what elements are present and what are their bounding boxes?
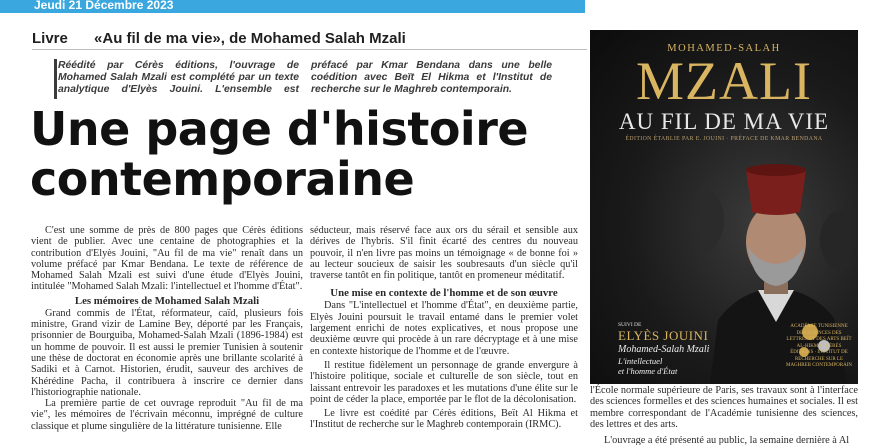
section-label: Livre — [32, 30, 68, 47]
cover-suivi-de: SUIVI DE — [618, 322, 642, 328]
cover-publishers: ACADÉMIE TUNISIENNE DES SCIENCES DES LETTRES ET DES ARTS BEÏT AL-HIKMA · CÉRÈS ÉDITIONS · INSTITUT DE RECHERCHE SUR LE MAGHREB CONTEMPORAIN — [786, 324, 852, 368]
paragraph: Dans "L'intellectuel et l'homme d'État", en deuxième partie, Elyès Jouini poursuit le travail entamé dans le premier volet largement enrichi de notes explicatives, et nous propose une deuxième œuvre qui procède à un rare décryptage et à une mise en contexte historique de l'homme et de l'œuvre. — [310, 300, 578, 357]
section-subhead: Les mémoires de Mohamed Salah Mzali — [74, 294, 260, 307]
paragraph: Il restitue fidèlement un personnage de grande envergure à l'histoire politique, sociale et culturelle de son siècle, tout en laissant entrevoir les paradoxes et les mutations d'une élite sur le point de céder la place, emportée par le flot de la décolonisation. — [310, 359, 578, 405]
headline-line-1: Une page d'histoire — [30, 102, 529, 156]
cover-author-first: MOHAMED-SALAH — [667, 43, 781, 54]
cover-author-name: MZALI — [636, 51, 812, 111]
article-rubric — [32, 30, 406, 47]
cover-subtitle-3: et l'homme d'État — [618, 366, 678, 376]
cover-coauthor: ELYÈS JOUINI — [618, 328, 709, 343]
article-chapeau: Réédité par Cérès éditions, l'ouvrage de Mohamed Salah Mzali est complété par un texte analytique d'Elyès Jouini. L'ensemble est préfacé par Kmar Bendana dans une belle coédition avec Beït El Hikma et l'Institut de recherche sur le Maghreb contemporain. — [58, 60, 552, 96]
background-figure — [700, 186, 724, 254]
fez-top — [746, 164, 806, 176]
paragraph: l'École normale supérieure de Paris, ses travaux sont à l'interface des sciences formelles et des sciences humaines et sociales. Il est membre correspondant de l'Académie tunisienne des sciences, des lettres et des arts. — [590, 385, 858, 430]
paragraph: séducteur, mais réservé face aux ors du sérail et sensible aux dérives de l'hybris. S'il finit écarté des centres du nouveau pouvoir, il n'en livre pas moins un témoignage « de bonne foi » au lecteur soucieux de saisir les soubresauts d'un siècle qu'il traverse tantôt en fin politique, tantôt en promeneur méditatif. — [310, 225, 578, 282]
article-headline — [30, 104, 590, 204]
article-column-3 — [590, 385, 858, 445]
paragraph: La première partie de cet ouvrage reproduit "Au fil de ma vie", les mémoires de l'écrivain méconnu, imprégné de culture classique et plume singulière de la littérature tunisienne. Elle — [31, 398, 303, 432]
background-figure — [820, 210, 850, 270]
paragraph: Le livre est coédité par Cérès éditions, Beït Al Hikma et l'Institut de recherche sur le Maghreb contemporain (IRMC). — [310, 408, 578, 431]
paragraph: C'est une somme de près de 800 pages que Cérès éditions vient de publier. Avec une centaine de photographies et la contribution d'Elyès Jouini, "Au fil de ma vie" renaît dans un volume préfacé par Kmar Bendana. Le texte de référence de Mohamed Salah Mzali est suivi d'une étude d'Elyès Jouini, intitulée "Mohamed Salah Mzali: l'intellectuel et l'homme d'État". — [31, 225, 303, 293]
book-cover-image — [590, 30, 858, 384]
chapeau-bar — [54, 59, 57, 99]
rubric-divider — [32, 49, 587, 50]
issue-date: Jeudi 21 Décembre 2023 — [34, 0, 174, 12]
paragraph: L'ouvrage a été présenté au public, la semaine dernière à Al — [604, 435, 850, 445]
cover-title: AU FIL DE MA VIE — [618, 109, 830, 134]
article-kicker: «Au fil de ma vie», de Mohamed Salah Mzali — [94, 30, 406, 47]
date-banner — [0, 0, 585, 13]
paragraph: Grand commis de l'État, réformateur, caïd, plusieurs fois ministre, Grand vizir de Lamine Bey, déporté par les Français, prisonnier de Bourguiba, Mohamed-Salah Mzali (1896-1984) est un homme de pouvoir. Il est aussi le premier Tunisien à soutenir une thèse de doctorat en économie après une brillante scolarité à Sadiki et à Carnot. Historien, érudit, sauveur des archives de Khérédine Pacha, il contribuera à inscrire ce dernier dans l'historiographie nationale. — [31, 307, 303, 398]
section-subhead: Une mise en contexte de l'homme et de son œuvre — [330, 287, 558, 300]
cover-subtitle-2: L'intellectuel — [618, 356, 663, 366]
article-column-2 — [310, 225, 578, 445]
article-column-1 — [31, 225, 303, 445]
cover-subtitle-1: Mohamed-Salah Mzali — [618, 344, 710, 355]
headline-line-2: contemporaine — [30, 152, 415, 206]
cover-edition-line: ÉDITION ÉTABLIE PAR E. JOUINI · PRÉFACE DE KMAR BENDANA — [625, 136, 823, 142]
